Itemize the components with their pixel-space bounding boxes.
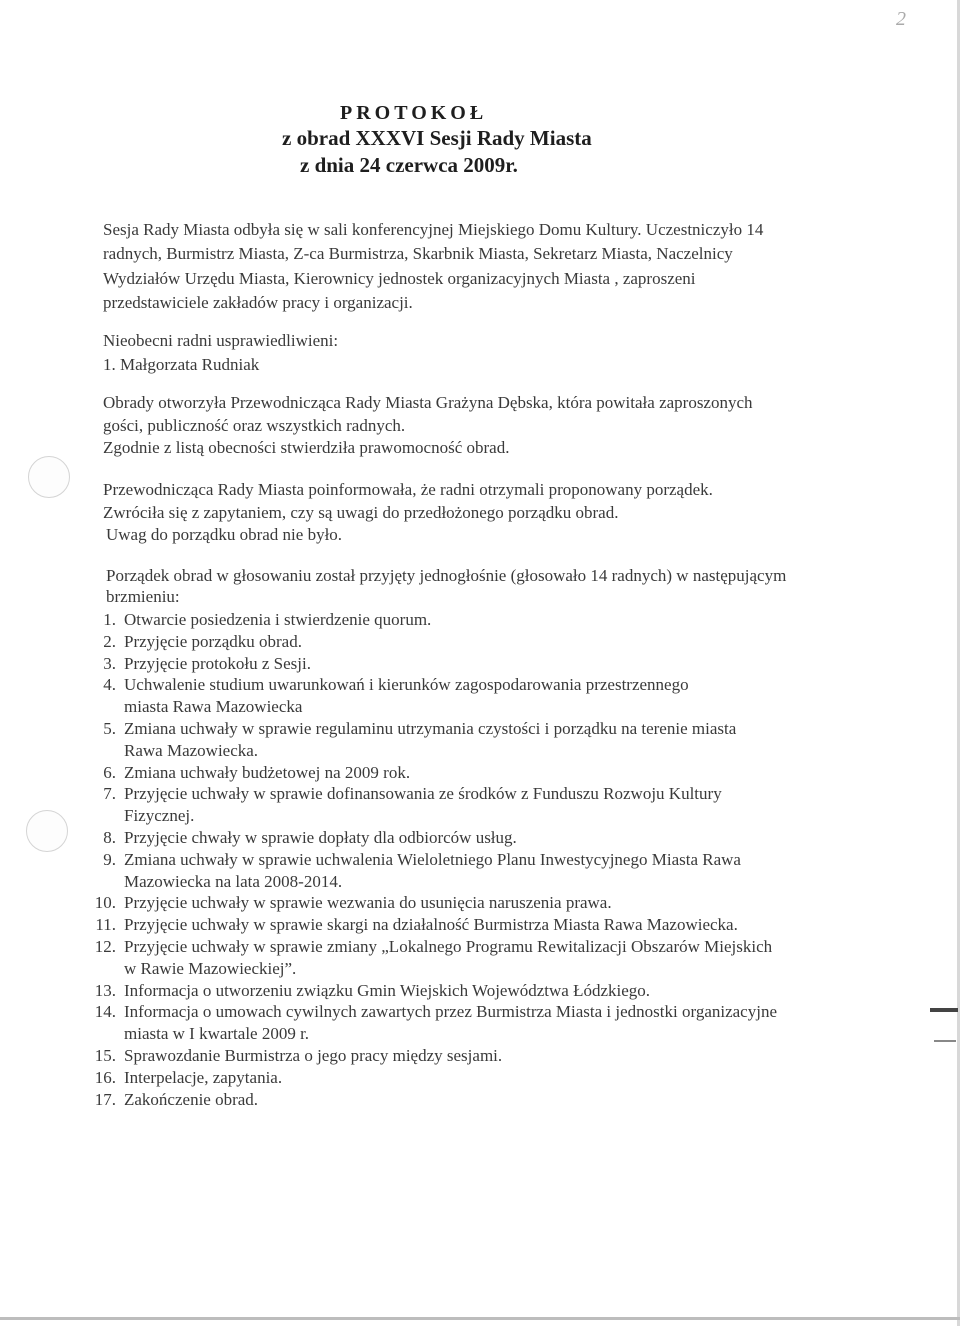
text-line: Porządek obrad w głosowaniu został przyjęty jednogłośnie (głosowało 14 radnych) w następującym — [106, 566, 787, 585]
agenda-item-number: 11. — [95, 915, 116, 935]
text-line: Zgodnie z listą obecności stwierdziła prawomocność obrad. — [103, 438, 510, 457]
text-line: Obrady otworzyła Przewodnicząca Rady Miasta Grażyna Dębska, która powitała zaproszonych — [103, 393, 753, 412]
agenda-intro-paragraph — [106, 565, 786, 607]
punch-hole-top — [28, 456, 70, 498]
scan-mark — [930, 1008, 958, 1012]
agenda-item-text: Zmiana uchwały budżetowej na 2009 rok. — [124, 762, 411, 782]
agenda-item-number: 13. — [94, 980, 116, 1000]
agenda-item-text: Przyjęcie uchwały w sprawie wezwania do usunięcia naruszenia prawa. — [124, 893, 612, 913]
agenda-item-text: Zmiana uchwały w sprawie uchwalenia Wieloletniego Planu Inwestycyjnego Miasta Rawa — [124, 849, 741, 869]
agenda-item — [86, 827, 777, 849]
agenda-item — [86, 980, 777, 1002]
agenda-item-text: miasta Rawa Mazowiecka — [124, 697, 303, 717]
agenda-item — [86, 1001, 777, 1045]
agenda-item-text: Przyjęcie uchwały w sprawie dofinansowania ze środków z Funduszu Rozwoju Kultury — [124, 784, 722, 804]
agenda-item — [86, 609, 777, 631]
punch-hole-bottom — [26, 810, 68, 852]
agenda-item — [86, 1067, 777, 1089]
agenda-item-number: 5. — [103, 718, 116, 738]
agenda-item — [86, 718, 777, 762]
text-line: brzmieniu: — [106, 587, 180, 606]
agenda-item — [86, 936, 777, 980]
agenda-item-number: 8. — [103, 827, 116, 847]
page-number-handwritten: 2 — [896, 8, 906, 30]
absent-section — [103, 329, 338, 378]
agenda-item-number: 17. — [94, 1089, 116, 1109]
text-line: Wydziałów Urzędu Miasta, Kierownicy jednostek organizacyjnych Miasta , zaproszeni — [103, 268, 696, 288]
agenda-item-text: Interpelacje, zapytania. — [124, 1067, 283, 1087]
agenda-item-number: 1. — [103, 610, 116, 629]
agenda-item — [86, 892, 777, 914]
opening-paragraph — [103, 392, 753, 460]
agenda-item-text: Mazowiecka na lata 2008-2014. — [124, 871, 343, 891]
agenda-item-text: Rawa Mazowiecka. — [124, 740, 259, 760]
agenda-item — [86, 1045, 777, 1067]
agenda-item-number: 4. — [103, 675, 116, 695]
document-date: z dnia 24 czerwca 2009r. — [300, 153, 518, 177]
agenda-item-number: 14. — [94, 1002, 116, 1022]
text-line: gości, publiczność oraz wszystkich radnych. — [103, 415, 406, 435]
document-title: PROTOKOŁ — [340, 102, 488, 124]
agenda-info-paragraph — [103, 479, 713, 547]
agenda-item-text: Sprawozdanie Burmistrza o jego pracy między sesjami. — [124, 1045, 503, 1065]
agenda-item-text: Przyjęcie uchwały w sprawie zmiany „Lokalnego Programu Rewitalizacji Obszarów Miejskich — [124, 936, 773, 956]
text-line: 1. Małgorzata Rudniak — [103, 355, 260, 375]
agenda-item — [86, 631, 777, 653]
text-line: Przewodnicząca Rady Miasta poinformowała, że radni otrzymali proponowany porządek. — [103, 480, 713, 499]
agenda-item-text: Fizycznej. — [124, 806, 195, 826]
agenda-item-number: 3. — [103, 653, 116, 673]
agenda-item — [86, 762, 777, 784]
agenda-item — [86, 849, 777, 893]
agenda-item-number: 9. — [103, 849, 116, 869]
agenda-item-text: Informacja o umowach cywilnych zawartych przez Burmistrza Miasta i jednostki organizacyjne — [124, 1002, 777, 1022]
agenda-item-text: miasta w I kwartale 2009 r. — [124, 1024, 310, 1044]
agenda-item-text: Przyjęcie uchwały w sprawie skargi na działalność Burmistrza Miasta Rawa Mazowiecka. — [124, 915, 738, 935]
document-subtitle: z obrad XXXVI Sesji Rady Miasta — [282, 126, 592, 150]
text-line: Zwróciła się z zapytaniem, czy są uwagi do przedłożonego porządku obrad. — [103, 502, 619, 522]
text-line: Nieobecni radni usprawiedliwieni: — [103, 331, 339, 350]
agenda-item-text: Informacja o utworzeniu związku Gmin Wiejskich Województwa Łódzkiego. — [124, 980, 651, 1000]
agenda-item — [86, 674, 777, 718]
text-line: przedstawiciele zakładów pracy i organizacji. — [103, 292, 413, 312]
agenda-list — [86, 609, 777, 1110]
agenda-item-text: w Rawie Mazowieckiej”. — [124, 958, 297, 978]
agenda-item — [86, 1089, 777, 1111]
agenda-item — [86, 783, 777, 827]
text-line: Uwag do porządku obrad nie było. — [106, 525, 343, 544]
agenda-item-number: 6. — [103, 762, 116, 782]
agenda-item-number: 10. — [94, 893, 116, 913]
agenda-item-text: Przyjęcie chwały w sprawie dopłaty dla odbiorców usług. — [124, 827, 517, 847]
agenda-item — [86, 914, 777, 936]
agenda-item-number: 12. — [94, 936, 116, 956]
agenda-item-text: Przyjęcie porządku obrad. — [124, 631, 302, 651]
agenda-item-number: 7. — [103, 784, 116, 804]
agenda-item-number: 15. — [94, 1045, 116, 1065]
scan-mark-secondary — [934, 1040, 956, 1042]
agenda-item — [86, 653, 777, 675]
agenda-item-text: Przyjęcie protokołu z Sesji. — [124, 653, 311, 673]
agenda-item-text: Otwarcie posiedzenia i stwierdzenie quorum. — [124, 610, 432, 629]
agenda-item-text: Zmiana uchwały w sprawie regulaminu utrzymania czystości i porządku na terenie miasta — [124, 718, 737, 738]
agenda-item-number: 2. — [103, 631, 116, 651]
scan-bottom-edge — [0, 1317, 960, 1320]
text-line: radnych, Burmistrz Miasta, Z-ca Burmistrza, Skarbnik Miasta, Sekretarz Miasta, Naczelnicy — [103, 244, 733, 264]
agenda-item-text: Uchwalenie studium uwarunkowań i kierunków zagospodarowania przestrzennego — [124, 675, 689, 695]
agenda-item-number: 16. — [94, 1067, 116, 1087]
text-line: Sesja Rady Miasta odbyła się w sali konferencyjnej Miejskiego Domu Kultury. Uczestniczyło 14 — [103, 220, 764, 239]
intro-paragraph — [103, 218, 763, 315]
agenda-item-text: Zakończenie obrad. — [124, 1089, 259, 1109]
